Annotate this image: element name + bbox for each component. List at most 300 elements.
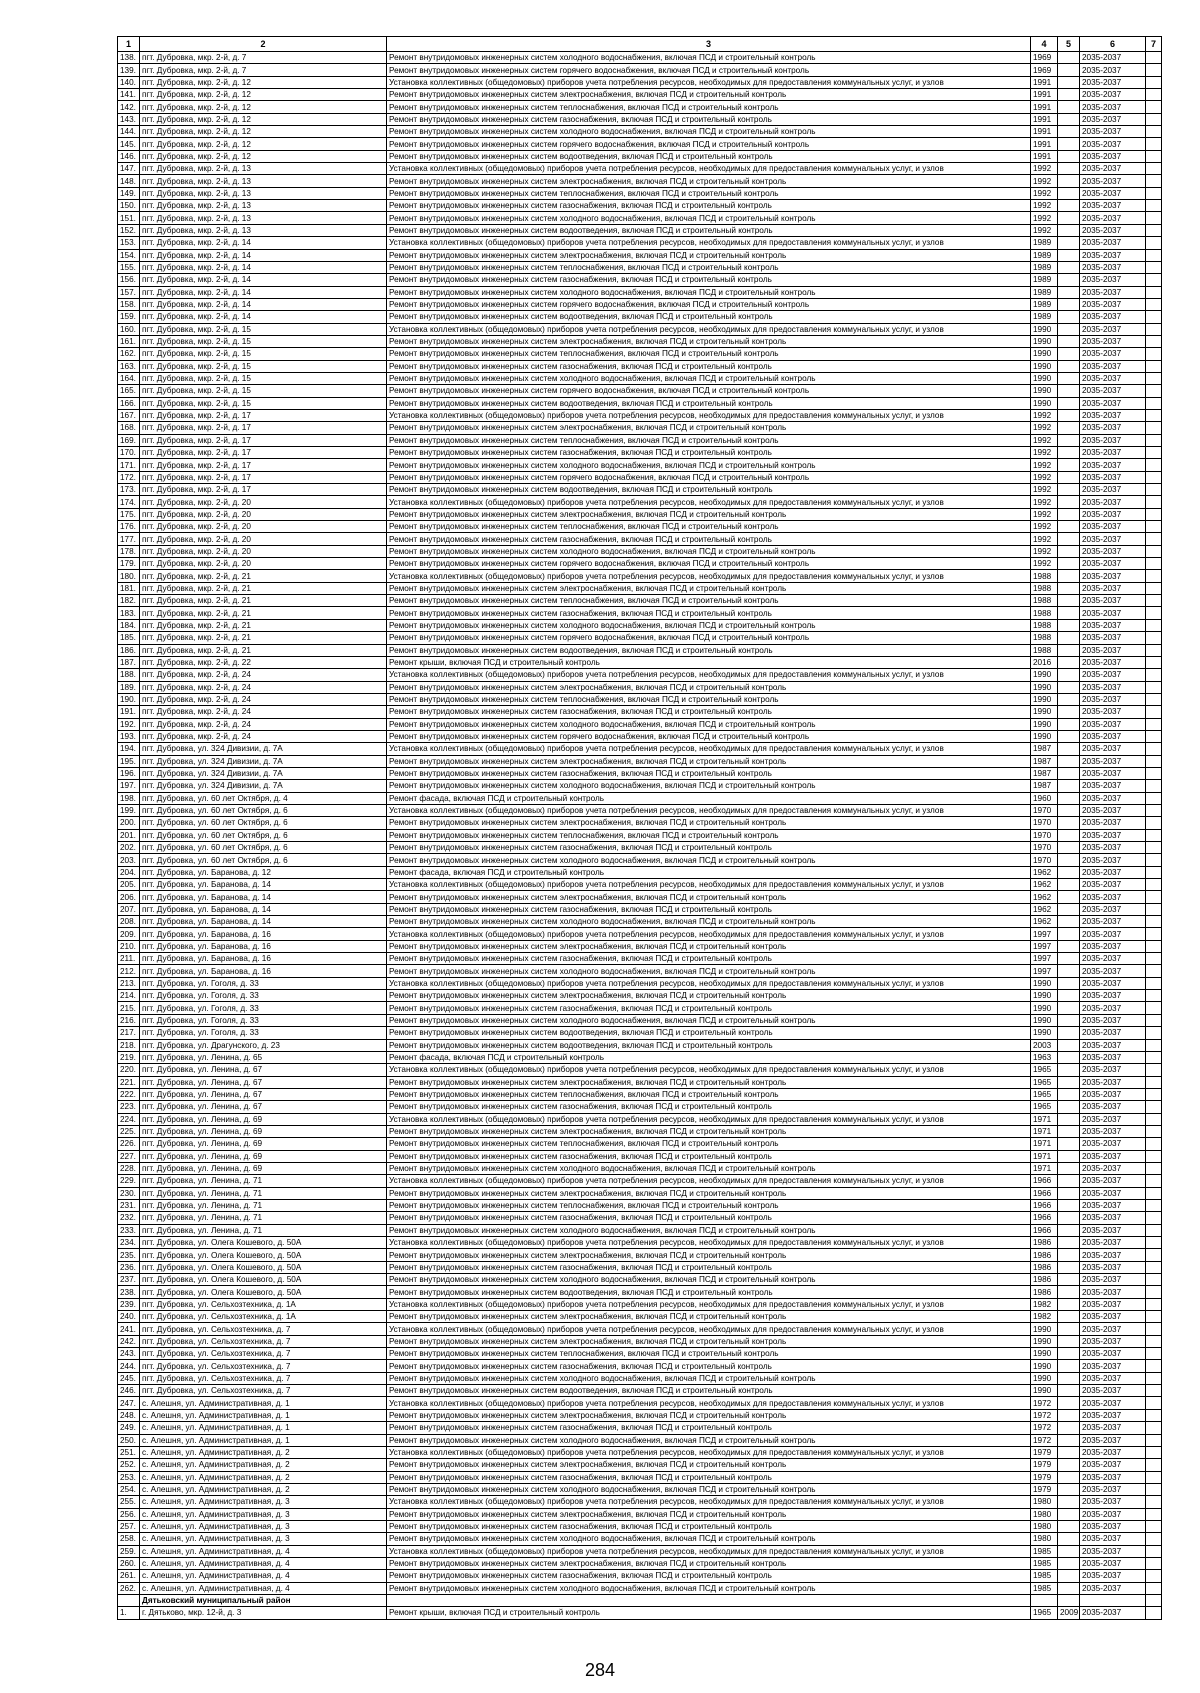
work-type: Ремонт внутридомовых инженерных систем холодного водоснабжения, включая ПСД и строительный контроль (387, 212, 1031, 224)
house-address: пгт. Дубровка, ул. Сельхозтехника, д. 7 (140, 1372, 387, 1384)
planned-period: 2035-2037 (1080, 891, 1146, 903)
planned-period: 2035-2037 (1080, 940, 1146, 952)
last-repair-year (1058, 718, 1080, 730)
house-address: пгт. Дубровка, ул. 60 лет Октября, д. 6 (140, 829, 387, 841)
house-address: пгт. Дубровка, мкр. 2-й, д. 13 (140, 187, 387, 199)
commission-year: 1992 (1031, 200, 1058, 212)
table-row (118, 990, 1162, 1002)
house-address: с. Алешня, ул. Административная, д. 1 (140, 1422, 387, 1434)
work-type: Ремонт внутридомовых инженерных систем газоснабжения, включая ПСД и строительный контроль (387, 360, 1031, 372)
col-7-cell (1146, 854, 1162, 866)
house-address: пгт. Дубровка, ул. Ленина, д. 69 (140, 1138, 387, 1150)
row-number: 182. (118, 595, 140, 607)
last-repair-year (1058, 891, 1080, 903)
work-type: Ремонт внутридомовых инженерных систем электроснабжения, включая ПСД и строительный контроль (387, 940, 1031, 952)
col-7-cell (1146, 607, 1162, 619)
planned-period: 2035-2037 (1080, 595, 1146, 607)
work-type: Ремонт внутридомовых инженерных систем газоснабжения, включая ПСД и строительный контроль (387, 1150, 1031, 1162)
col-7-cell (1146, 582, 1162, 594)
house-address: пгт. Дубровка, мкр. 2-й, д. 13 (140, 163, 387, 175)
planned-period: 2035-2037 (1080, 533, 1146, 545)
last-repair-year (1058, 1274, 1080, 1286)
last-repair-year (1058, 829, 1080, 841)
last-repair-year (1058, 928, 1080, 940)
house-address: пгт. Дубровка, мкр. 2-й, д. 12 (140, 89, 387, 101)
col-7-cell (1146, 1088, 1162, 1100)
table-row (118, 1520, 1162, 1532)
planned-period: 2035-2037 (1080, 1483, 1146, 1495)
table-row (118, 644, 1162, 656)
work-type: Ремонт внутридомовых инженерных систем горячего водоснабжения, включая ПСД и строительный контроль (387, 632, 1031, 644)
commission-year: 1992 (1031, 533, 1058, 545)
planned-period: 2035-2037 (1080, 730, 1146, 742)
row-number: 249. (118, 1422, 140, 1434)
row-number: 167. (118, 409, 140, 421)
last-repair-year (1058, 903, 1080, 915)
last-repair-year (1058, 1557, 1080, 1569)
row-number: 254. (118, 1483, 140, 1495)
commission-year: 1992 (1031, 496, 1058, 508)
work-type: Ремонт внутридомовых инженерных систем водоотведения, включая ПСД и строительный контроль (387, 150, 1031, 162)
planned-period: 2035-2037 (1080, 1150, 1146, 1162)
house-address: пгт. Дубровка, мкр. 2-й, д. 21 (140, 595, 387, 607)
col-7-cell (1146, 1372, 1162, 1384)
last-repair-year (1058, 804, 1080, 816)
last-repair-year (1058, 89, 1080, 101)
row-number: 159. (118, 311, 140, 323)
work-type: Ремонт внутридомовых инженерных систем теплоснабжения, включая ПСД и строительный контроль (387, 829, 1031, 841)
work-type: Ремонт внутридомовых инженерных систем газоснабжения, включая ПСД и строительный контроль (387, 200, 1031, 212)
table-row (118, 1261, 1162, 1273)
section-empty-cell (1080, 1594, 1146, 1606)
table-row (118, 1496, 1162, 1508)
house-address: пгт. Дубровка, ул. Ленина, д. 67 (140, 1076, 387, 1088)
last-repair-year (1058, 348, 1080, 360)
col-7-cell (1146, 953, 1162, 965)
work-type: Ремонт внутридомовых инженерных систем теплоснабжения, включая ПСД и строительный контроль (387, 101, 1031, 113)
planned-period: 2035-2037 (1080, 64, 1146, 76)
last-repair-year (1058, 274, 1080, 286)
commission-year: 1990 (1031, 1348, 1058, 1360)
table-row (118, 372, 1162, 384)
work-type: Ремонт внутридомовых инженерных систем электроснабжения, включая ПСД и строительный контроль (387, 422, 1031, 434)
planned-period: 2035-2037 (1080, 1051, 1146, 1063)
planned-period: 2035-2037 (1080, 360, 1146, 372)
house-address: пгт. Дубровка, ул. Ленина, д. 71 (140, 1212, 387, 1224)
last-repair-year (1058, 866, 1080, 878)
work-type: Ремонт внутридомовых инженерных систем холодного водоснабжения, включая ПСД и строительный контроль (387, 286, 1031, 298)
row-number: 252. (118, 1459, 140, 1471)
commission-year: 1965 (1031, 1101, 1058, 1113)
commission-year: 1991 (1031, 101, 1058, 113)
planned-period: 2035-2037 (1080, 1311, 1146, 1323)
planned-period: 2035-2037 (1080, 1570, 1146, 1582)
house-address: пгт. Дубровка, ул. 324 Дивизии, д. 7А (140, 755, 387, 767)
col-7-cell (1146, 619, 1162, 631)
house-address: с. Алешня, ул. Административная, д. 2 (140, 1471, 387, 1483)
table-row (118, 311, 1162, 323)
col-7-cell (1146, 261, 1162, 273)
row-number: 140. (118, 76, 140, 88)
work-type: Ремонт внутридомовых инженерных систем водоотведения, включая ПСД и строительный контроль (387, 1039, 1031, 1051)
planned-period: 2035-2037 (1080, 1286, 1146, 1298)
work-type: Ремонт внутридомовых инженерных систем холодного водоснабжения, включая ПСД и строительный контроль (387, 965, 1031, 977)
row-number: 180. (118, 570, 140, 582)
commission-year: 1997 (1031, 965, 1058, 977)
house-address: пгт. Дубровка, ул. Ленина, д. 67 (140, 1064, 387, 1076)
section-empty-cell (1058, 1594, 1080, 1606)
row-number: 175. (118, 508, 140, 520)
col-7-cell (1146, 64, 1162, 76)
row-number: 203. (118, 854, 140, 866)
section-empty-cell (387, 1594, 1031, 1606)
last-repair-year (1058, 1459, 1080, 1471)
commission-year: 1972 (1031, 1422, 1058, 1434)
work-type: Ремонт внутридомовых инженерных систем холодного водоснабжения, включая ПСД и строительный контроль (387, 1434, 1031, 1446)
commission-year: 1986 (1031, 1237, 1058, 1249)
row-number: 161. (118, 335, 140, 347)
last-repair-year (1058, 1582, 1080, 1594)
commission-year: 1992 (1031, 545, 1058, 557)
house-address: с. Алешня, ул. Административная, д. 4 (140, 1582, 387, 1594)
row-number: 181. (118, 582, 140, 594)
row-number: 242. (118, 1335, 140, 1347)
work-type: Ремонт внутридомовых инженерных систем теплоснабжения, включая ПСД и строительный контроль (387, 261, 1031, 273)
last-repair-year (1058, 1409, 1080, 1421)
work-type: Ремонт внутридомовых инженерных систем горячего водоснабжения, включая ПСД и строительный контроль (387, 385, 1031, 397)
table-row (118, 1335, 1162, 1347)
planned-period: 2035-2037 (1080, 1607, 1146, 1619)
col-7-cell (1146, 1175, 1162, 1187)
house-address: пгт. Дубровка, ул. Гоголя, д. 33 (140, 990, 387, 1002)
planned-period: 2035-2037 (1080, 1039, 1146, 1051)
row-number: 217. (118, 1027, 140, 1039)
table-row (118, 1199, 1162, 1211)
house-address: пгт. Дубровка, ул. Ленина, д. 69 (140, 1125, 387, 1137)
house-address: пгт. Дубровка, мкр. 2-й, д. 14 (140, 298, 387, 310)
commission-year: 1962 (1031, 866, 1058, 878)
table-row (118, 126, 1162, 138)
planned-period: 2035-2037 (1080, 953, 1146, 965)
commission-year: 1989 (1031, 286, 1058, 298)
table-row (118, 1150, 1162, 1162)
house-address: пгт. Дубровка, мкр. 2-й, д. 12 (140, 113, 387, 125)
commission-year: 1990 (1031, 385, 1058, 397)
table-row (118, 866, 1162, 878)
col-7-cell (1146, 1286, 1162, 1298)
header-col-6: 6 (1080, 37, 1146, 52)
planned-period: 2035-2037 (1080, 829, 1146, 841)
work-type: Установка коллективных (общедомовых) приборов учета потребления ресурсов, необходимых для предоставления коммунальных услуг, и узлов (387, 409, 1031, 421)
table-body (118, 37, 1162, 1620)
work-type: Ремонт внутридомовых инженерных систем газоснабжения, включая ПСД и строительный контроль (387, 1422, 1031, 1434)
planned-period: 2035-2037 (1080, 298, 1146, 310)
table-row (118, 521, 1162, 533)
last-repair-year (1058, 1335, 1080, 1347)
commission-year: 1965 (1031, 1076, 1058, 1088)
work-type: Ремонт фасада, включая ПСД и строительный контроль (387, 866, 1031, 878)
last-repair-year (1058, 1212, 1080, 1224)
planned-period: 2035-2037 (1080, 200, 1146, 212)
commission-year: 1991 (1031, 113, 1058, 125)
col-7-cell (1146, 1014, 1162, 1026)
last-repair-year (1058, 792, 1080, 804)
planned-period: 2035-2037 (1080, 1076, 1146, 1088)
work-type: Ремонт внутридомовых инженерных систем газоснабжения, включая ПСД и строительный контроль (387, 706, 1031, 718)
last-repair-year (1058, 545, 1080, 557)
work-type: Ремонт внутридомовых инженерных систем горячего водоснабжения, включая ПСД и строительный контроль (387, 471, 1031, 483)
col-7-cell (1146, 1471, 1162, 1483)
house-address: пгт. Дубровка, мкр. 2-й, д. 24 (140, 693, 387, 705)
col-7-cell (1146, 298, 1162, 310)
commission-year: 1987 (1031, 755, 1058, 767)
row-number: 260. (118, 1557, 140, 1569)
last-repair-year (1058, 521, 1080, 533)
table-row (118, 471, 1162, 483)
planned-period: 2035-2037 (1080, 1249, 1146, 1261)
col-7-cell (1146, 521, 1162, 533)
planned-period: 2035-2037 (1080, 1187, 1146, 1199)
last-repair-year (1058, 484, 1080, 496)
row-number: 138. (118, 52, 140, 64)
work-type: Ремонт внутридомовых инженерных систем горячего водоснабжения, включая ПСД и строительный контроль (387, 730, 1031, 742)
planned-period: 2035-2037 (1080, 1582, 1146, 1594)
house-address: с. Алешня, ул. Административная, д. 2 (140, 1446, 387, 1458)
commission-year: 1960 (1031, 792, 1058, 804)
col-7-cell (1146, 1274, 1162, 1286)
row-number: 244. (118, 1360, 140, 1372)
last-repair-year (1058, 298, 1080, 310)
planned-period: 2035-2037 (1080, 693, 1146, 705)
table-row (118, 89, 1162, 101)
house-address: пгт. Дубровка, ул. Баранова, д. 12 (140, 866, 387, 878)
table-row (118, 792, 1162, 804)
planned-period: 2035-2037 (1080, 175, 1146, 187)
col-7-cell (1146, 1125, 1162, 1137)
section-row (118, 1594, 1162, 1606)
col-7-cell (1146, 200, 1162, 212)
row-number: 208. (118, 916, 140, 928)
table-row (118, 52, 1162, 64)
table-row (118, 224, 1162, 236)
col-7-cell (1146, 1459, 1162, 1471)
last-repair-year: 2009 (1058, 1607, 1080, 1619)
row-number: 231. (118, 1199, 140, 1211)
planned-period: 2035-2037 (1080, 1088, 1146, 1100)
commission-year: 1992 (1031, 163, 1058, 175)
planned-period: 2035-2037 (1080, 1409, 1146, 1421)
house-address: пгт. Дубровка, ул. Гоголя, д. 33 (140, 1014, 387, 1026)
row-number: 142. (118, 101, 140, 113)
commission-year: 1980 (1031, 1520, 1058, 1532)
planned-period: 2035-2037 (1080, 150, 1146, 162)
row-number: 192. (118, 718, 140, 730)
house-address: пгт. Дубровка, ул. Сельхозтехника, д. 7 (140, 1348, 387, 1360)
commission-year: 1988 (1031, 619, 1058, 631)
house-address: пгт. Дубровка, мкр. 2-й, д. 17 (140, 422, 387, 434)
last-repair-year (1058, 138, 1080, 150)
house-address: пгт. Дубровка, мкр. 2-й, д. 21 (140, 570, 387, 582)
table-row (118, 582, 1162, 594)
row-number: 230. (118, 1187, 140, 1199)
house-address: пгт. Дубровка, ул. Ленина, д. 67 (140, 1088, 387, 1100)
table-row (118, 953, 1162, 965)
planned-period: 2035-2037 (1080, 76, 1146, 88)
work-type: Ремонт крыши, включая ПСД и строительный контроль (387, 1607, 1031, 1619)
col-7-cell (1146, 89, 1162, 101)
house-address: с. Алешня, ул. Административная, д. 3 (140, 1520, 387, 1532)
commission-year: 1988 (1031, 644, 1058, 656)
commission-year: 1992 (1031, 447, 1058, 459)
commission-year: 1990 (1031, 990, 1058, 1002)
col-7-cell (1146, 891, 1162, 903)
row-number: 177. (118, 533, 140, 545)
table-row (118, 1471, 1162, 1483)
row-number: 179. (118, 558, 140, 570)
row-number: 191. (118, 706, 140, 718)
row-number: 213. (118, 977, 140, 989)
table-row (118, 1409, 1162, 1421)
last-repair-year (1058, 1237, 1080, 1249)
table-row (118, 1545, 1162, 1557)
house-address: пгт. Дубровка, ул. Сельхозтехника, д. 7 (140, 1323, 387, 1335)
planned-period: 2035-2037 (1080, 372, 1146, 384)
last-repair-year (1058, 916, 1080, 928)
last-repair-year (1058, 570, 1080, 582)
table-row (118, 1076, 1162, 1088)
col-7-cell (1146, 755, 1162, 767)
table-row (118, 1113, 1162, 1125)
col-7-cell (1146, 1335, 1162, 1347)
work-type: Ремонт внутридомовых инженерных систем холодного водоснабжения, включая ПСД и строительный контроль (387, 1162, 1031, 1174)
planned-period: 2035-2037 (1080, 866, 1146, 878)
col-7-cell (1146, 422, 1162, 434)
col-7-cell (1146, 163, 1162, 175)
table-row (118, 656, 1162, 668)
table-row (118, 1274, 1162, 1286)
table-row (118, 1607, 1162, 1619)
work-type: Ремонт внутридомовых инженерных систем водоотведения, включая ПСД и строительный контроль (387, 1027, 1031, 1039)
work-type: Ремонт внутридомовых инженерных систем теплоснабжения, включая ПСД и строительный контроль (387, 1088, 1031, 1100)
table-row (118, 1249, 1162, 1261)
table-row (118, 200, 1162, 212)
col-7-cell (1146, 187, 1162, 199)
work-type: Ремонт внутридомовых инженерных систем электроснабжения, включая ПСД и строительный контроль (387, 891, 1031, 903)
table-row (118, 150, 1162, 162)
planned-period: 2035-2037 (1080, 521, 1146, 533)
work-type: Ремонт внутридомовых инженерных систем газоснабжения, включая ПСД и строительный контроль (387, 1471, 1031, 1483)
col-7-cell (1146, 175, 1162, 187)
commission-year: 1992 (1031, 212, 1058, 224)
last-repair-year (1058, 1311, 1080, 1323)
commission-year: 1990 (1031, 372, 1058, 384)
section-empty-cell (1031, 1594, 1058, 1606)
col-7-cell (1146, 1323, 1162, 1335)
house-address: пгт. Дубровка, мкр. 2-й, д. 12 (140, 138, 387, 150)
table-row (118, 842, 1162, 854)
last-repair-year (1058, 1471, 1080, 1483)
last-repair-year (1058, 1570, 1080, 1582)
commission-year: 1990 (1031, 323, 1058, 335)
commission-year: 1966 (1031, 1187, 1058, 1199)
row-number: 202. (118, 842, 140, 854)
planned-period: 2035-2037 (1080, 570, 1146, 582)
last-repair-year (1058, 422, 1080, 434)
planned-period: 2035-2037 (1080, 916, 1146, 928)
work-type: Ремонт внутридомовых инженерных систем газоснабжения, включая ПСД и строительный контроль (387, 274, 1031, 286)
house-address: пгт. Дубровка, мкр. 2-й, д. 20 (140, 533, 387, 545)
last-repair-year (1058, 953, 1080, 965)
work-type: Ремонт внутридомовых инженерных систем горячего водоснабжения, включая ПСД и строительный контроль (387, 138, 1031, 150)
commission-year: 2016 (1031, 656, 1058, 668)
commission-year: 1990 (1031, 706, 1058, 718)
work-type: Ремонт внутридомовых инженерных систем холодного водоснабжения, включая ПСД и строительный контроль (387, 1014, 1031, 1026)
table-row (118, 212, 1162, 224)
last-repair-year (1058, 1051, 1080, 1063)
row-number: 255. (118, 1496, 140, 1508)
work-type: Ремонт внутридомовых инженерных систем холодного водоснабжения, включая ПСД и строительный контроль (387, 1274, 1031, 1286)
last-repair-year (1058, 1027, 1080, 1039)
commission-year: 1962 (1031, 891, 1058, 903)
section-empty-cell (1146, 1594, 1162, 1606)
table-row (118, 175, 1162, 187)
last-repair-year (1058, 1187, 1080, 1199)
section-number-cell (118, 1594, 140, 1606)
work-type: Ремонт внутридомовых инженерных систем газоснабжения, включая ПСД и строительный контроль (387, 447, 1031, 459)
last-repair-year (1058, 1360, 1080, 1372)
last-repair-year (1058, 434, 1080, 446)
table-row (118, 595, 1162, 607)
table-row (118, 434, 1162, 446)
col-7-cell (1146, 1557, 1162, 1569)
last-repair-year (1058, 1175, 1080, 1187)
work-type: Ремонт внутридомовых инженерных систем газоснабжения, включая ПСД и строительный контроль (387, 903, 1031, 915)
last-repair-year (1058, 335, 1080, 347)
planned-period: 2035-2037 (1080, 1237, 1146, 1249)
table-row (118, 496, 1162, 508)
last-repair-year (1058, 113, 1080, 125)
work-type: Установка коллективных (общедомовых) приборов учета потребления ресурсов, необходимых для предоставления коммунальных услуг, и узлов (387, 1237, 1031, 1249)
planned-period: 2035-2037 (1080, 261, 1146, 273)
work-type: Ремонт внутридомовых инженерных систем холодного водоснабжения, включая ПСД и строительный контроль (387, 1224, 1031, 1236)
house-address: пгт. Дубровка, ул. Ленина, д. 65 (140, 1051, 387, 1063)
row-number: 243. (118, 1348, 140, 1360)
work-type: Ремонт внутридомовых инженерных систем теплоснабжения, включая ПСД и строительный контроль (387, 434, 1031, 446)
commission-year: 1986 (1031, 1274, 1058, 1286)
table-row (118, 1125, 1162, 1137)
table-row (118, 286, 1162, 298)
col-7-cell (1146, 1409, 1162, 1421)
col-7-cell (1146, 311, 1162, 323)
row-number: 262. (118, 1582, 140, 1594)
planned-period: 2035-2037 (1080, 804, 1146, 816)
col-7-cell (1146, 113, 1162, 125)
work-type: Ремонт внутридомовых инженерных систем электроснабжения, включая ПСД и строительный контроль (387, 1557, 1031, 1569)
work-type: Ремонт внутридомовых инженерных систем электроснабжения, включая ПСД и строительный контроль (387, 1249, 1031, 1261)
work-type: Установка коллективных (общедомовых) приборов учета потребления ресурсов, необходимых для предоставления коммунальных услуг, и узлов (387, 1113, 1031, 1125)
row-number: 185. (118, 632, 140, 644)
work-type: Ремонт внутридомовых инженерных систем холодного водоснабжения, включая ПСД и строительный контроль (387, 459, 1031, 471)
work-type: Установка коллективных (общедомовых) приборов учета потребления ресурсов, необходимых для предоставления коммунальных услуг, и узлов (387, 1496, 1031, 1508)
col-7-cell (1146, 1064, 1162, 1076)
planned-period: 2035-2037 (1080, 1224, 1146, 1236)
row-number: 234. (118, 1237, 140, 1249)
last-repair-year (1058, 743, 1080, 755)
house-address: пгт. Дубровка, мкр. 2-й, д. 17 (140, 484, 387, 496)
commission-year: 1972 (1031, 1397, 1058, 1409)
commission-year: 1991 (1031, 126, 1058, 138)
col-7-cell (1146, 1002, 1162, 1014)
